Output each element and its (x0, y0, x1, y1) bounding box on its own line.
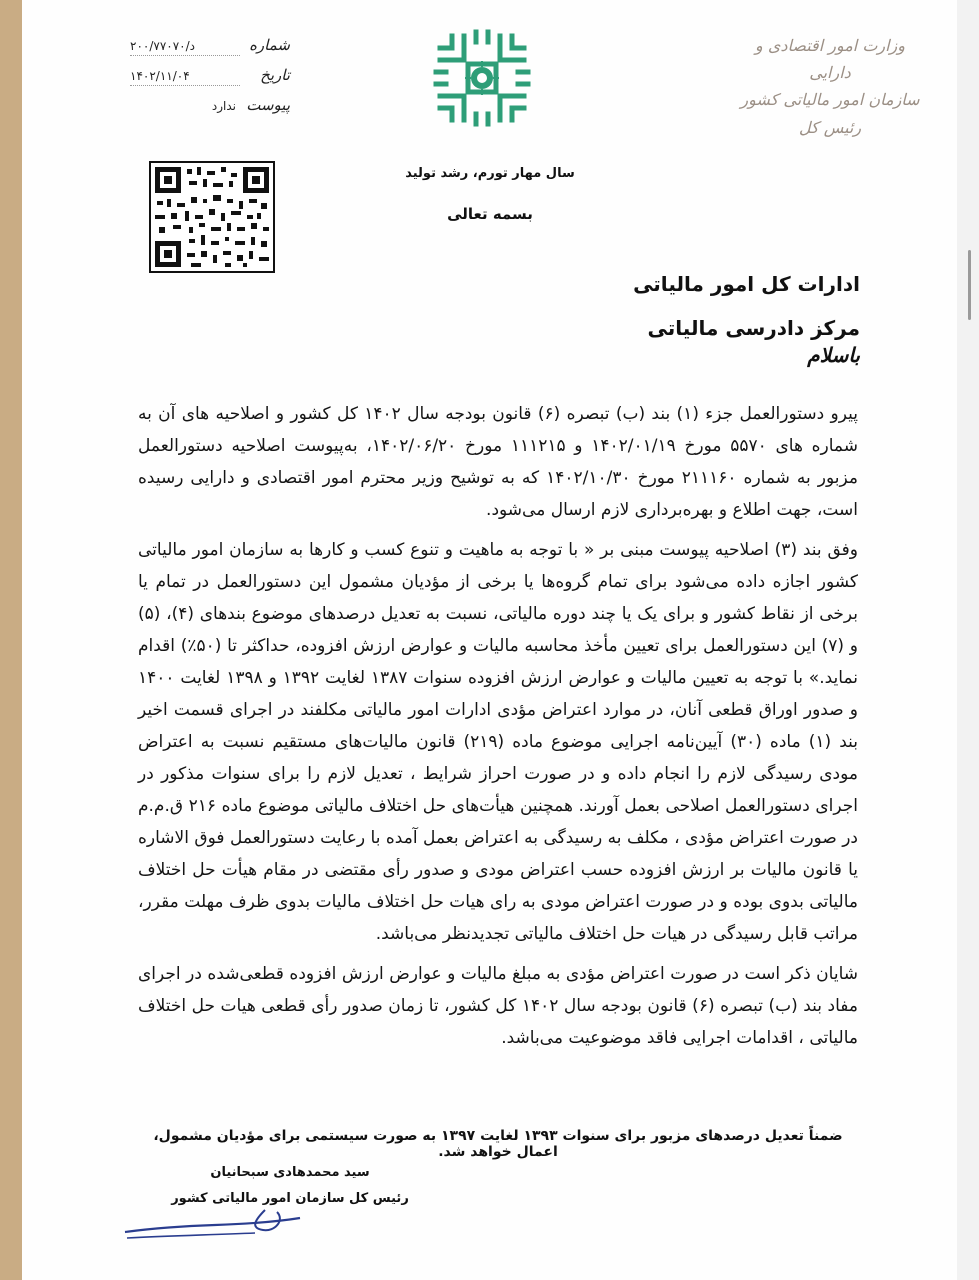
basmala: بسمه تعالی (447, 205, 533, 223)
body-paragraph: شایان ذکر است در صورت اعتراض مؤدی به مبلغ مالیات و عوارض ارزش افزوده قطعی‌شده در اجرای مفاد بند (ب) تبصره (۶) قانون بودجه سال ۱۴۰۲ کل کشور، تا زمان صدور رأی قطعی هیات حل اختلاف مالیاتی ، اقدامات اجرایی فاقد موضوعیت می‌باشد. (138, 964, 858, 1048)
recipient-line: مرکز دادرسی مالیاتی (647, 316, 860, 340)
organization-logo-icon (432, 28, 532, 128)
number-label: شماره (249, 36, 290, 54)
number-value: د/۲۰۰/۷۷۰۷۰ (130, 39, 240, 56)
attachment-row (130, 96, 290, 126)
year-slogan: سال مهار تورم، رشد تولید (405, 166, 575, 181)
date-label: تاریخ (260, 66, 290, 84)
scrollbar-thumb[interactable] (968, 250, 971, 320)
signer-name: سید محمدهادی سبحانیان (210, 1165, 370, 1180)
attachment-value: ندارد (211, 99, 236, 113)
attachment-label: پیوست (246, 96, 290, 114)
signer-title: رئیس کل سازمان امور مالیاتی کشور (171, 1191, 409, 1206)
recipient-line: ادارات کل امور مالیاتی (633, 272, 860, 296)
number-row (130, 36, 290, 66)
closing-note: ضمناً تعدیل درصدهای مزبور برای سنوات ۱۳۹۳ لغایت ۱۳۹۷ به صورت سیستمی برای مؤدیان مشمول، اعمال خواهد شد. (153, 1128, 843, 1160)
body-paragraph: پیرو دستورالعمل جزء (۱) بند (ب) تبصره (۶) قانون بودجه سال ۱۴۰۲ کل کشور و اصلاحیه های آن به شماره های ۵۵۷۰ مورخ ۱۴۰۲/۰۱/۱۹ و ۱۱۱۲۱۵ مورخ ۱۴۰۲/۰۶/۲۰، به‌پیوست اصلاحیه دستورالعمل مزبور به شماره ۲۱۱۱۶۰ مورخ ۱۴۰۲/۱۰/۳۰ که به توشیح وزیر محترم امور اقتصادی و دارایی رسیده است، جهت اطلاع و بهره‌برداری لازم ارسال می‌شود. (138, 404, 858, 520)
letter-meta (130, 36, 290, 126)
ministry-line: رئیس کل (798, 117, 862, 137)
ministry-line: وزارت امور اقتصادی و دارایی (755, 36, 905, 83)
letter-body (138, 398, 858, 1062)
body-paragraph: وفق بند (۳) اصلاحیه پیوست مبنی بر « با توجه به ماهیت و تنوع کسب و کارها به سازمان امور مالیاتی کشور اجازه داده می‌شود برای تمام گروه‌ها یا برخی از مؤدیان مشمول این دستورالعمل در تمام یا برخی از نقاط کشور و برای یک یا چند دوره مالیاتی، نسبت به تعدیل درصدهای موضوع بندهای (۴)، (۵) و (۷) این دستورالعمل برای تعیین مأخذ محاسبه مالیات و عوارض ارزش افزوده، حداکثر تا (۵۰٪) اقدام نماید.» با توجه به تعیین مالیات و عوارض ارزش افزوده سنوات ۱۳۸۷ لغایت ۱۳۹۲ و ۱۳۹۸ لغایت ۱۴۰۰ و صدور اوراق قطعی آنان، در موارد اعتراض مؤدی ادارات امور مالیاتی مکلفند در اجرای قسمت اخیر بند (۱) ماده (۳۰) آیین‌نامه اجرایی موضوع ماده (۲۱۹) قانون مالیات‌های مستقیم نسبت به اعتراض مودی رسیدگی لازم را انجام داده و در صورت احراز شرایط ، تعدیل لازم را برای سنوات مذکور در اجرای دستورالعمل اصلاحی بعمل آورند. همچنین هیأت‌های حل اختلاف مالیاتی موضوع ماده ۲۱۶ ق.م.م در صورت اعتراض مؤدی ، مکلف به رسیدگی به اعتراض بعمل آمده با رعایت دستورالعمل فوق الاشاره یا قانون مالیات بر ارزش افزوده حسب اعتراض مودی و صدور رأی مقتضی در مقام هیأت حل اختلاف مالیاتی بدوی بوده و در صورت اعتراض مودی به رای هیات حل اختلاف مالیات بدوی ظرف مهلت مقرر، مراتب قابل رسیدگی در هیات حل اختلاف مالیاتی تجدیدنظر می‌باشد. (138, 540, 859, 944)
recipients-block (500, 262, 860, 350)
salutation: باسلام (807, 343, 860, 367)
date-value: ۱۴۰۲/۱۱/۰۴ (130, 69, 240, 86)
ministry-line: سازمان امور مالیاتی کشور (740, 90, 920, 110)
ministry-header (735, 32, 925, 141)
qr-code-icon (149, 161, 275, 273)
scroll-gutter (957, 0, 979, 1280)
signature-icon (115, 1170, 305, 1250)
date-row (130, 66, 290, 96)
paper-edge (0, 0, 22, 1280)
